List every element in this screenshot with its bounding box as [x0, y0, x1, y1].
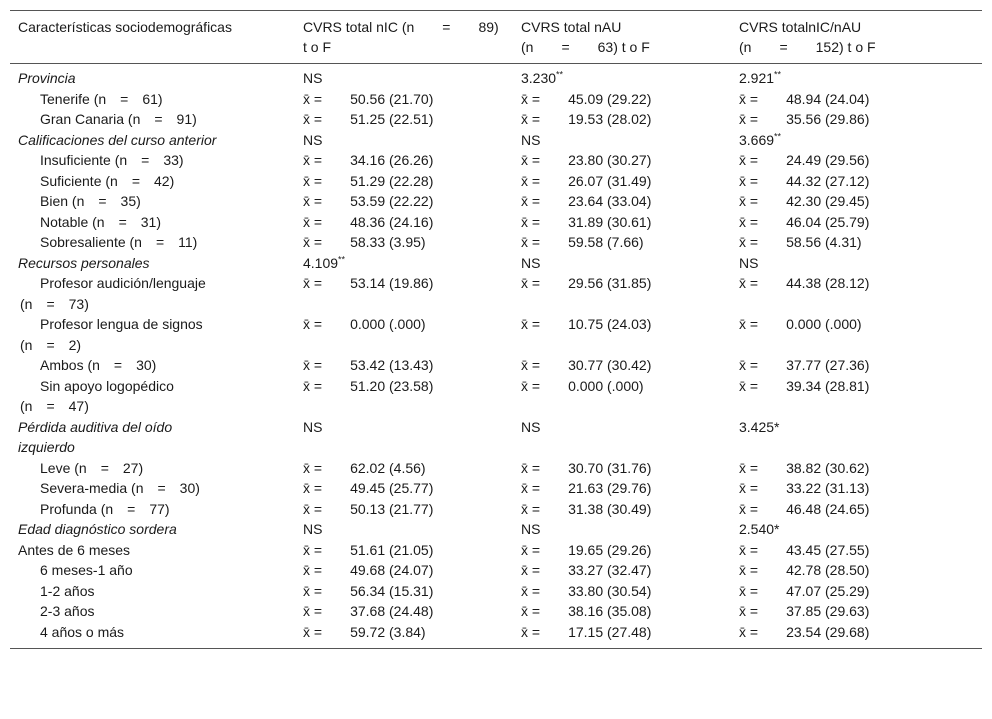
- value-cell: [295, 560, 513, 581]
- significance-mark: **: [338, 253, 346, 264]
- mean-value: 31.89 (30.61): [568, 213, 652, 230]
- value-cell: [295, 355, 513, 376]
- mean-symbol: x̄ =: [739, 172, 787, 189]
- stat-value: NS: [521, 254, 541, 271]
- value-cell: [295, 150, 513, 171]
- mean-value: 51.20 (23.58): [350, 377, 434, 394]
- table-row: [10, 540, 982, 561]
- mean-value: 47.07 (25.29): [786, 582, 870, 599]
- mean-symbol: x̄ =: [303, 377, 351, 394]
- row-label-line: Sin apoyo logopédico: [40, 377, 174, 394]
- mean-value: 42.30 (29.45): [786, 193, 870, 209]
- mean-value: 0.000 (.000): [568, 377, 644, 394]
- header-cell-characteristics: Características sociodemográficas: [18, 19, 232, 35]
- mean-symbol: x̄ =: [303, 623, 351, 640]
- significance-mark: **: [556, 69, 564, 80]
- value-cell: [513, 253, 731, 274]
- value-cell: [295, 191, 513, 212]
- header-cell-nau: CVRS total nAU (n = 63) t o F: [521, 19, 650, 55]
- mean-value: 24.49 (29.56): [786, 152, 870, 168]
- value-cell: [513, 478, 731, 499]
- value-cell: [731, 130, 982, 151]
- table-row: [10, 560, 982, 581]
- header-row: [10, 11, 982, 64]
- value-cell: [513, 622, 731, 649]
- row-label: Suficiente (n = 42): [40, 172, 175, 189]
- table-row: [10, 417, 982, 458]
- row-label: [10, 417, 295, 458]
- table-row: [10, 314, 982, 355]
- value-cell: [295, 273, 513, 314]
- table-row: [10, 499, 982, 520]
- mean-symbol: x̄ =: [739, 541, 787, 558]
- stat-value: NS: [739, 254, 759, 271]
- table-row: [10, 355, 982, 376]
- significance-mark: **: [774, 69, 782, 80]
- mean-symbol: x̄ =: [303, 357, 351, 373]
- mean-value: 58.56 (4.31): [786, 234, 862, 250]
- mean-value: 30.77 (30.42): [568, 357, 652, 373]
- value-cell: [731, 376, 982, 417]
- mean-value: 33.22 (31.13): [786, 480, 870, 496]
- table-row: [10, 273, 982, 314]
- row-label: Insuficiente (n = 33): [40, 152, 184, 168]
- value-cell: [513, 499, 731, 520]
- mean-symbol: x̄ =: [303, 193, 351, 209]
- mean-value: 23.54 (29.68): [786, 623, 870, 640]
- mean-value: 62.02 (4.56): [350, 459, 426, 476]
- table-row: [10, 89, 982, 110]
- row-label-line: (n = 47): [20, 398, 89, 414]
- row-label: Notable (n = 31): [40, 213, 162, 230]
- mean-symbol: x̄ =: [739, 480, 787, 496]
- mean-symbol: x̄ =: [739, 459, 787, 476]
- mean-value: 48.36 (24.16): [350, 213, 434, 230]
- mean-symbol: x̄ =: [739, 623, 787, 640]
- table-row: [10, 519, 982, 540]
- data-table: [10, 10, 982, 649]
- row-label-line: Pérdida auditiva del oído: [18, 418, 173, 435]
- mean-value: 38.16 (35.08): [568, 603, 652, 619]
- row-label-line: Profesor audición/lenguaje: [40, 275, 206, 291]
- value-cell: [513, 601, 731, 622]
- table-row: [10, 478, 982, 499]
- table-row: [10, 212, 982, 233]
- value-cell: [513, 560, 731, 581]
- mean-symbol: x̄ =: [303, 582, 351, 599]
- mean-symbol: x̄ =: [303, 234, 351, 250]
- mean-value: 51.25 (22.51): [350, 111, 434, 127]
- table-row: [10, 581, 982, 602]
- mean-value: 30.70 (31.76): [568, 459, 652, 476]
- value-cell: [513, 458, 731, 479]
- value-cell: [731, 540, 982, 561]
- value-cell: [513, 581, 731, 602]
- mean-value: 44.38 (28.12): [786, 275, 870, 291]
- table-row: [10, 171, 982, 192]
- mean-symbol: x̄ =: [739, 500, 787, 517]
- row-label: 6 meses-1 año: [40, 562, 133, 578]
- value-cell: [295, 519, 513, 540]
- mean-value: 37.85 (29.63): [786, 603, 870, 619]
- value-cell: [295, 581, 513, 602]
- value-cell: [731, 581, 982, 602]
- value-cell: [295, 417, 513, 458]
- stat-value: 2.540*: [739, 521, 780, 537]
- mean-value: 23.80 (30.27): [568, 152, 652, 168]
- value-cell: [513, 171, 731, 192]
- row-label: [10, 273, 295, 314]
- value-cell: [295, 499, 513, 520]
- mean-value: 29.56 (31.85): [568, 275, 652, 291]
- mean-value: 49.68 (24.07): [350, 562, 434, 578]
- table-row: [10, 376, 982, 417]
- mean-symbol: x̄ =: [739, 152, 787, 168]
- row-label-line: (n = 73): [20, 295, 89, 312]
- value-cell: [513, 376, 731, 417]
- value-cell: [731, 64, 982, 89]
- mean-value: 59.72 (3.84): [350, 623, 426, 640]
- row-label-line: izquierdo: [18, 439, 75, 455]
- value-cell: [513, 109, 731, 130]
- mean-symbol: x̄ =: [521, 234, 569, 250]
- stat-value: NS: [521, 131, 541, 148]
- value-cell: [295, 376, 513, 417]
- mean-value: 26.07 (31.49): [568, 172, 652, 189]
- mean-value: 48.94 (24.04): [786, 90, 870, 107]
- mean-value: 21.63 (29.76): [568, 480, 652, 496]
- mean-symbol: x̄ =: [739, 603, 787, 619]
- value-cell: [731, 253, 982, 274]
- mean-value: 50.13 (21.77): [350, 500, 434, 517]
- mean-symbol: x̄ =: [739, 111, 787, 127]
- mean-value: 10.75 (24.03): [568, 316, 652, 332]
- stat-value: 4.109: [303, 254, 339, 271]
- stat-value: NS: [303, 70, 323, 86]
- mean-value: 53.59 (22.22): [350, 193, 434, 209]
- mean-value: 17.15 (27.48): [568, 623, 652, 640]
- value-cell: [295, 109, 513, 130]
- value-cell: [295, 458, 513, 479]
- mean-value: 33.80 (30.54): [568, 582, 652, 599]
- mean-value: 46.04 (25.79): [786, 213, 870, 230]
- significance-mark: **: [774, 130, 782, 141]
- mean-symbol: x̄ =: [303, 172, 351, 189]
- row-label: Antes de 6 meses: [18, 541, 131, 558]
- row-label: [10, 314, 295, 355]
- value-cell: [513, 519, 731, 540]
- table-row: [10, 458, 982, 479]
- header-cell-nic: CVRS total nIC (n = 89) t o F: [303, 19, 499, 55]
- mean-symbol: x̄ =: [521, 213, 569, 230]
- value-cell: [731, 458, 982, 479]
- stat-value: NS: [303, 131, 323, 148]
- stat-value: NS: [303, 418, 323, 435]
- value-cell: [731, 171, 982, 192]
- table-row: [10, 253, 982, 274]
- mean-value: 53.14 (19.86): [350, 275, 434, 291]
- mean-symbol: x̄ =: [303, 500, 351, 517]
- mean-symbol: x̄ =: [739, 90, 787, 107]
- stat-value: 3.425*: [739, 418, 780, 435]
- value-cell: [731, 212, 982, 233]
- mean-value: 42.78 (28.50): [786, 562, 870, 578]
- table-body: [10, 64, 982, 649]
- table-row: [10, 130, 982, 151]
- value-cell: [295, 253, 513, 274]
- row-label: Severa-media (n = 30): [40, 480, 200, 496]
- value-cell: [731, 150, 982, 171]
- mean-value: 58.33 (3.95): [350, 234, 426, 250]
- mean-value: 56.34 (15.31): [350, 582, 434, 599]
- mean-value: 38.82 (30.62): [786, 459, 870, 476]
- value-cell: [731, 355, 982, 376]
- mean-symbol: x̄ =: [521, 459, 569, 476]
- mean-value: 19.53 (28.02): [568, 111, 652, 127]
- mean-symbol: x̄ =: [521, 152, 569, 168]
- mean-symbol: x̄ =: [303, 213, 351, 230]
- row-label-line: Profesor lengua de signos: [40, 316, 203, 332]
- mean-symbol: x̄ =: [303, 152, 351, 168]
- mean-symbol: x̄ =: [521, 111, 569, 127]
- mean-symbol: x̄ =: [303, 111, 351, 127]
- mean-value: 51.29 (22.28): [350, 172, 434, 189]
- value-cell: [295, 478, 513, 499]
- mean-symbol: x̄ =: [739, 193, 787, 209]
- value-cell: [295, 89, 513, 110]
- row-label: Sobresaliente (n = 11): [40, 234, 198, 250]
- mean-symbol: x̄ =: [303, 275, 351, 291]
- mean-symbol: x̄ =: [739, 275, 787, 291]
- mean-symbol: x̄ =: [521, 316, 569, 332]
- value-cell: [513, 64, 731, 89]
- mean-symbol: x̄ =: [303, 316, 351, 332]
- mean-value: 39.34 (28.81): [786, 377, 870, 394]
- row-label: Calificaciones del curso anterior: [18, 131, 217, 148]
- mean-value: 0.000 (.000): [350, 316, 426, 332]
- row-label: Profunda (n = 77): [40, 500, 170, 517]
- mean-symbol: x̄ =: [521, 623, 569, 640]
- row-label: [10, 376, 295, 417]
- value-cell: [513, 540, 731, 561]
- value-cell: [513, 355, 731, 376]
- value-cell: [295, 212, 513, 233]
- value-cell: [513, 191, 731, 212]
- mean-value: 44.32 (27.12): [786, 172, 870, 189]
- mean-symbol: x̄ =: [521, 603, 569, 619]
- value-cell: [513, 232, 731, 253]
- mean-symbol: x̄ =: [739, 562, 787, 578]
- table-row: [10, 191, 982, 212]
- mean-symbol: x̄ =: [521, 357, 569, 373]
- row-label: Leve (n = 27): [40, 459, 144, 476]
- mean-value: 45.09 (29.22): [568, 90, 652, 107]
- value-cell: [513, 273, 731, 314]
- table-row: [10, 150, 982, 171]
- stat-value: NS: [521, 521, 541, 537]
- stat-value: 3.669: [739, 131, 775, 148]
- row-label: Ambos (n = 30): [40, 357, 157, 373]
- value-cell: [731, 314, 982, 355]
- value-cell: [731, 273, 982, 314]
- table-row: [10, 601, 982, 622]
- mean-symbol: x̄ =: [303, 480, 351, 496]
- value-cell: [731, 417, 982, 458]
- mean-value: 53.42 (13.43): [350, 357, 434, 373]
- mean-value: 33.27 (32.47): [568, 562, 652, 578]
- stat-value: 3.230: [521, 70, 557, 86]
- mean-value: 51.61 (21.05): [350, 541, 434, 558]
- table-row: [10, 232, 982, 253]
- mean-value: 46.48 (24.65): [786, 500, 870, 517]
- value-cell: [295, 171, 513, 192]
- row-label: Edad diagnóstico sordera: [18, 521, 177, 537]
- mean-symbol: x̄ =: [739, 213, 787, 230]
- mean-symbol: x̄ =: [521, 275, 569, 291]
- value-cell: [513, 89, 731, 110]
- value-cell: [295, 314, 513, 355]
- row-label: 4 años o más: [40, 623, 125, 640]
- mean-symbol: x̄ =: [521, 480, 569, 496]
- mean-symbol: x̄ =: [739, 377, 787, 394]
- mean-value: 37.77 (27.36): [786, 357, 870, 373]
- table-header: [10, 11, 982, 64]
- row-label: Gran Canaria (n = 91): [40, 111, 197, 127]
- mean-symbol: x̄ =: [521, 541, 569, 558]
- row-label: 1-2 años: [40, 582, 95, 599]
- value-cell: [731, 499, 982, 520]
- mean-value: 50.56 (21.70): [350, 90, 434, 107]
- mean-symbol: x̄ =: [521, 90, 569, 107]
- value-cell: [295, 540, 513, 561]
- value-cell: [731, 560, 982, 581]
- value-cell: [295, 64, 513, 89]
- mean-value: 19.65 (29.26): [568, 541, 652, 558]
- mean-value: 43.45 (27.55): [786, 541, 870, 558]
- mean-symbol: x̄ =: [739, 582, 787, 599]
- value-cell: [731, 191, 982, 212]
- mean-symbol: x̄ =: [521, 500, 569, 517]
- value-cell: [295, 601, 513, 622]
- mean-symbol: x̄ =: [739, 234, 787, 250]
- value-cell: [513, 314, 731, 355]
- mean-symbol: x̄ =: [303, 541, 351, 558]
- value-cell: [513, 150, 731, 171]
- mean-symbol: x̄ =: [521, 562, 569, 578]
- row-label: Bien (n = 35): [40, 193, 141, 209]
- value-cell: [731, 89, 982, 110]
- mean-value: 35.56 (29.86): [786, 111, 870, 127]
- mean-symbol: x̄ =: [303, 459, 351, 476]
- mean-value: 31.38 (30.49): [568, 500, 652, 517]
- mean-symbol: x̄ =: [521, 193, 569, 209]
- value-cell: [731, 519, 982, 540]
- value-cell: [731, 232, 982, 253]
- table-row: [10, 109, 982, 130]
- mean-value: 0.000 (.000): [786, 316, 862, 332]
- header-cell-total: CVRS totalnIC/nAU (n = 152) t o F: [739, 19, 876, 55]
- row-label: Tenerife (n = 61): [40, 90, 163, 107]
- value-cell: [295, 622, 513, 649]
- mean-value: 37.68 (24.48): [350, 603, 434, 619]
- row-label: Recursos personales: [18, 254, 150, 271]
- stat-value: NS: [303, 521, 323, 537]
- stat-value: NS: [521, 418, 541, 435]
- row-label-line: (n = 2): [20, 336, 82, 353]
- table-row: [10, 64, 982, 89]
- value-cell: [731, 601, 982, 622]
- row-label: 2-3 años: [40, 603, 95, 619]
- stat-value: 2.921: [739, 70, 775, 86]
- mean-value: 34.16 (26.26): [350, 152, 434, 168]
- mean-symbol: x̄ =: [303, 562, 351, 578]
- mean-symbol: x̄ =: [521, 377, 569, 394]
- value-cell: [731, 109, 982, 130]
- value-cell: [731, 478, 982, 499]
- value-cell: [513, 417, 731, 458]
- value-cell: [295, 130, 513, 151]
- row-label: Provincia: [18, 70, 76, 86]
- mean-symbol: x̄ =: [303, 90, 351, 107]
- value-cell: [295, 232, 513, 253]
- mean-symbol: x̄ =: [739, 357, 787, 373]
- mean-value: 23.64 (33.04): [568, 193, 652, 209]
- value-cell: [513, 212, 731, 233]
- value-cell: [513, 130, 731, 151]
- mean-symbol: x̄ =: [303, 603, 351, 619]
- table-row: [10, 622, 982, 649]
- mean-value: 59.58 (7.66): [568, 234, 644, 250]
- mean-symbol: x̄ =: [521, 172, 569, 189]
- value-cell: [731, 622, 982, 649]
- mean-symbol: x̄ =: [739, 316, 787, 332]
- mean-symbol: x̄ =: [521, 582, 569, 599]
- mean-value: 49.45 (25.77): [350, 480, 434, 496]
